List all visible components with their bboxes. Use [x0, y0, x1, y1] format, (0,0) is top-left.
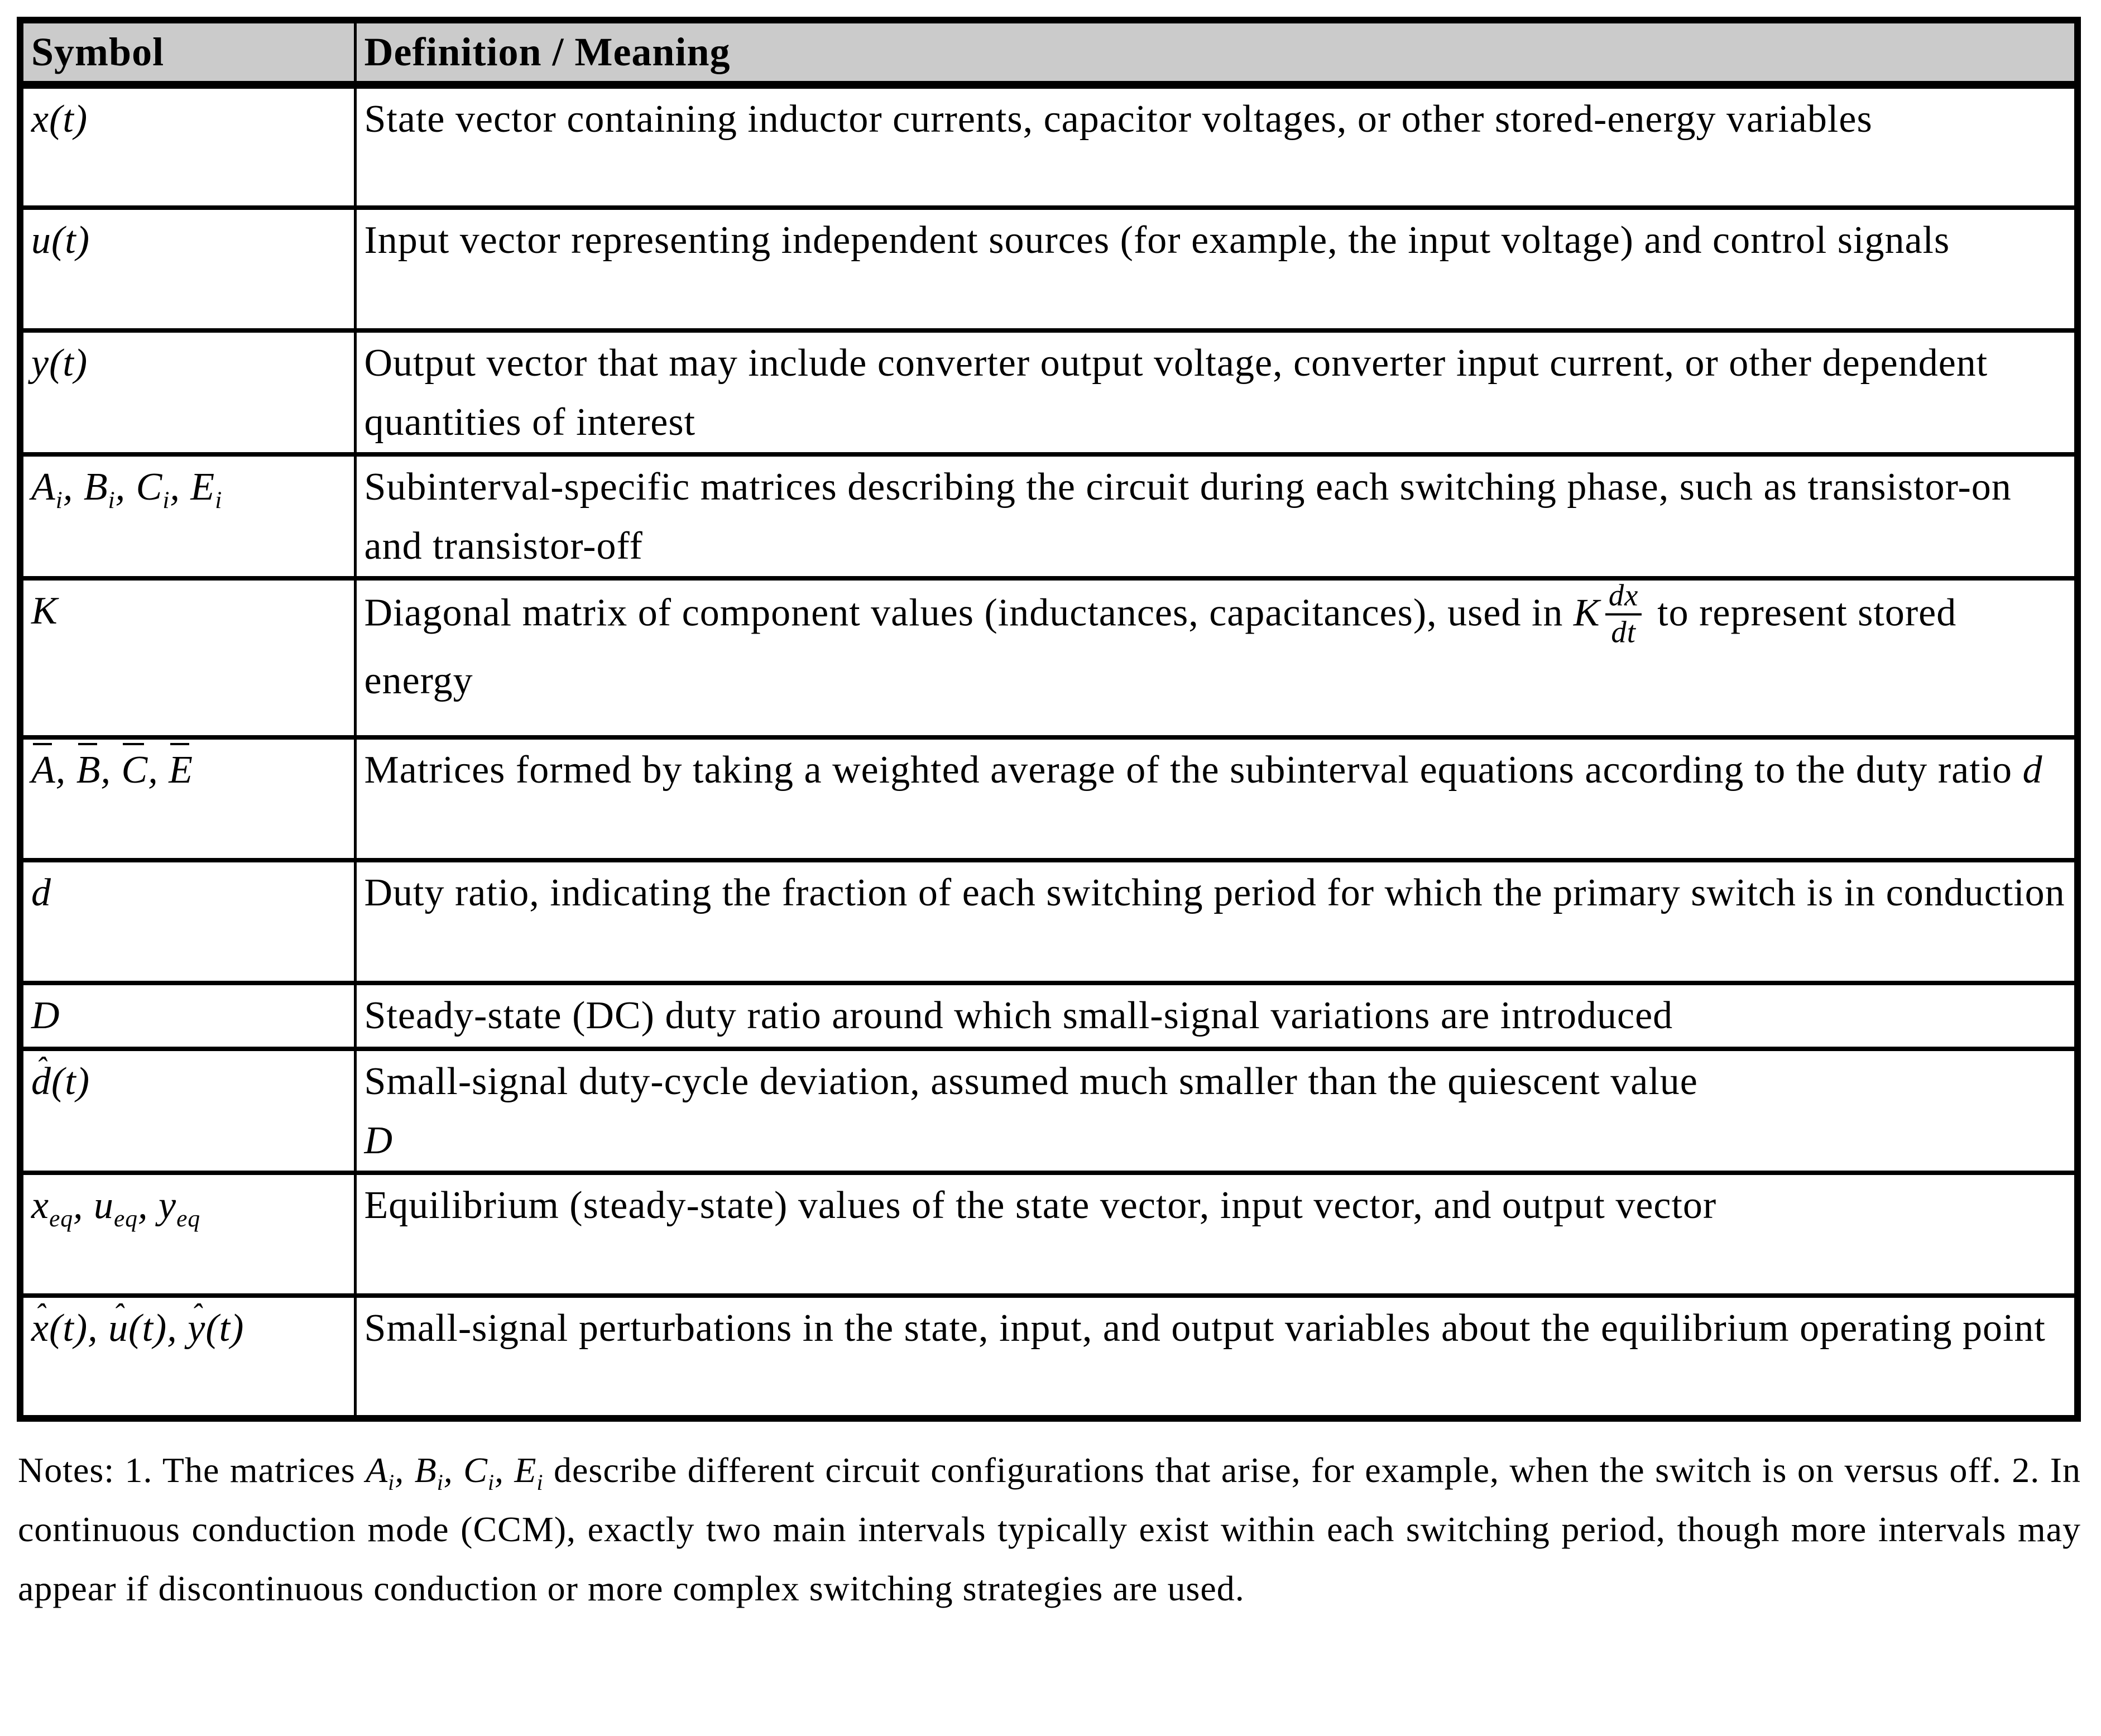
- symbol-cell: $x_{eq}$, $u_{eq}$, $y_{eq}$: [20, 1173, 355, 1296]
- definition-cell: Small-signal duty-cycle deviation, assumed much smaller than the quiescent value D: [355, 1049, 2078, 1173]
- table-row-perturbations: [20, 1296, 2078, 1418]
- table-row-y: [20, 330, 2078, 454]
- table-row-duty-deviation: [20, 1049, 2078, 1173]
- fraction: $\frac{dx}{dt}$: [1605, 579, 1641, 649]
- symbol-cell: y(t): [20, 330, 355, 454]
- symbol-definition-table: [17, 17, 2081, 1422]
- table-row-duty-ratio: [20, 860, 2078, 983]
- table-header: [20, 20, 2078, 85]
- document-page: [17, 17, 2082, 1618]
- column-header-definition: Definition / Meaning: [355, 20, 2078, 85]
- definition-cell: Equilibrium (steady-state) values of the state vector, input vector, and output vector: [355, 1173, 2078, 1296]
- header-row: [20, 20, 2078, 85]
- definition-cell: Duty ratio, indicating the fraction of each switching period for which the primary switch is in conduction: [355, 860, 2078, 983]
- column-header-symbol: Symbol: [20, 20, 355, 85]
- definition-cell: Diagonal matrix of component values (inductances, capacitances), used in K $\frac{dx}{dt}$ to represent stored energy: [355, 578, 2078, 737]
- definition-cell: State vector containing inductor currents, capacitor voltages, or other stored-energy variables: [355, 85, 2078, 208]
- definition-cell: Subinterval-specific matrices describing the circuit during each switching phase, such as transistor-on and transistor-off: [355, 454, 2078, 578]
- symbol-cell: ˆ x(t), ˆ u(t), ˆ y(t): [20, 1296, 355, 1418]
- symbol-cell: u(t): [20, 208, 355, 330]
- table-row-dc-duty-ratio: [20, 983, 2078, 1049]
- definition-cell: Small-signal perturbations in the state, input, and output variables about the equilibrium operating point: [355, 1296, 2078, 1418]
- table-row-u: [20, 208, 2078, 330]
- symbol-cell: $A_i$, $B_i$, $C_i$, $E_i$: [20, 454, 355, 578]
- symbol-cell: D: [20, 983, 355, 1049]
- notes-paragraph: Notes: 1. The matrices $A_i$, $B_i$, $C_i$, $E_i$ describe different circuit configurations that arise, for example, when the switch is on versus off. 2. In continuous conduction mode (CCM), exactly two main intervals typically exist within each switching period, though more intervals may appear if discontinuous conduction or more complex switching strategies are used.: [18, 1450, 2081, 1608]
- symbol-cell: d: [20, 860, 355, 983]
- definition-cell: Output vector that may include converter output voltage, converter input current, or other dependent quantities of interest: [355, 330, 2078, 454]
- table-row-subinterval-matrices: [20, 454, 2078, 578]
- symbol-cell: A, B, C, E: [20, 737, 355, 860]
- table-row-averaged-matrices: [20, 737, 2078, 860]
- definition-cell: Matrices formed by taking a weighted average of the subinterval equations according to the duty ratio d: [355, 737, 2078, 860]
- definition-cell: Steady-state (DC) duty ratio around which small-signal variations are introduced: [355, 983, 2078, 1049]
- symbol-cell: K: [20, 578, 355, 737]
- definition-cell: Input vector representing independent sources (for example, the input voltage) and control signals: [355, 208, 2078, 330]
- table-row-equilibrium-values: [20, 1173, 2078, 1296]
- symbol-cell: ˆ d(t): [20, 1049, 355, 1173]
- symbol-cell: x(t): [20, 85, 355, 208]
- table-row-k-matrix: [20, 578, 2078, 737]
- table-body: [20, 85, 2078, 1418]
- table-row-x: [20, 85, 2078, 208]
